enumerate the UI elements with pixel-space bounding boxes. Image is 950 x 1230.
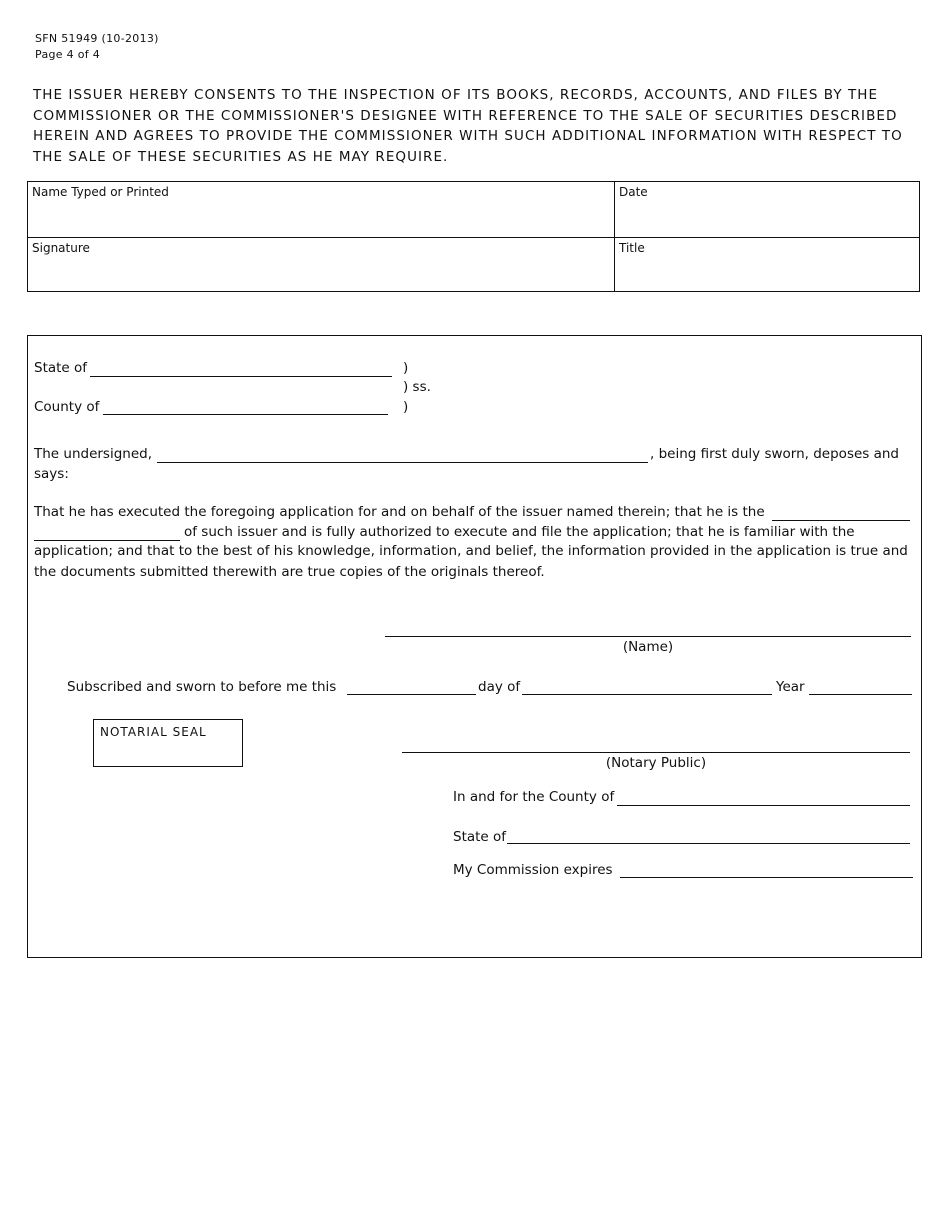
date-field-label: Date bbox=[619, 185, 648, 199]
form-number: SFN 51949 (10-2013) bbox=[35, 32, 159, 45]
subscribed-label: Subscribed and sworn to before me this bbox=[67, 679, 337, 695]
date-field[interactable] bbox=[615, 182, 919, 237]
paren-1: ) bbox=[403, 360, 409, 376]
consent-statement: THE ISSUER HEREBY CONSENTS TO THE INSPECTION OF ITS BOOKS, RECORDS, ACCOUNTS, AND FILES BY THE COMMISSIONER OR THE COMMISSIONER'S DESIGNEE WITH REFERENCE TO THE SALE OF SECURITIES DESCRIBED HEREIN AND AGREES TO PROVIDE THE COMMISSIONER WITH SUCH ADDITIONAL INFORMATION WITH RESPECT TO THE SALE OF THESE SECURITIES AS HE MAY REQUIRE. bbox=[33, 87, 903, 165]
sworn-text: , being first duly sworn, deposes and bbox=[650, 446, 900, 462]
signature-field-label: Signature bbox=[32, 241, 90, 255]
undersigned-name-input[interactable] bbox=[157, 462, 648, 463]
county-input[interactable] bbox=[103, 414, 388, 415]
title-field[interactable] bbox=[615, 238, 919, 291]
state-input[interactable] bbox=[90, 376, 392, 377]
name-caption: (Name) bbox=[622, 639, 674, 655]
paragraph-start: That he has executed the foregoing application for and on behalf of the issuer named therein; that he is the bbox=[34, 504, 765, 520]
day-input[interactable] bbox=[347, 694, 476, 695]
commission-expires-input[interactable] bbox=[620, 877, 913, 878]
year-label: Year bbox=[776, 679, 805, 695]
affiant-name-line[interactable] bbox=[385, 636, 911, 637]
position-input[interactable] bbox=[772, 520, 910, 521]
county-label: County of bbox=[34, 399, 100, 415]
day-of-label: day of bbox=[478, 679, 521, 695]
paren-2: ) bbox=[403, 399, 409, 415]
name-field[interactable] bbox=[28, 182, 614, 237]
title-field-label: Title bbox=[619, 241, 645, 255]
name-field-label: Name Typed or Printed bbox=[32, 185, 169, 199]
ss-label: ) ss. bbox=[403, 379, 431, 395]
notary-county-input[interactable] bbox=[617, 805, 910, 806]
says-text: says: bbox=[34, 466, 69, 482]
paragraph-continued: of such issuer and is fully authorized to execute and file the application; that he is familiar with the bbox=[184, 524, 855, 540]
notarial-seal-box bbox=[93, 719, 243, 767]
year-input[interactable] bbox=[809, 694, 912, 695]
state-label: State of bbox=[34, 360, 88, 376]
page-number: Page 4 of 4 bbox=[35, 48, 101, 61]
notary-state-label: State of bbox=[453, 829, 507, 845]
commission-label: My Commission expires bbox=[453, 862, 613, 878]
month-input[interactable] bbox=[522, 694, 772, 695]
paragraph-rest: application; and that to the best of his knowledge, information, and belief, the information provided in the application is true and the documents submitted therewith are true copies of the originals thereof. bbox=[34, 543, 908, 580]
signature-field[interactable] bbox=[28, 238, 614, 291]
undersigned-label: The undersigned, bbox=[34, 446, 153, 462]
notary-state-input[interactable] bbox=[507, 843, 910, 844]
notary-signature-line[interactable] bbox=[402, 752, 910, 753]
county-for-label: In and for the County of bbox=[453, 789, 615, 805]
signature-table bbox=[27, 181, 920, 292]
notarial-seal-label: NOTARIAL SEAL bbox=[100, 725, 207, 739]
notary-caption: (Notary Public) bbox=[605, 755, 707, 771]
